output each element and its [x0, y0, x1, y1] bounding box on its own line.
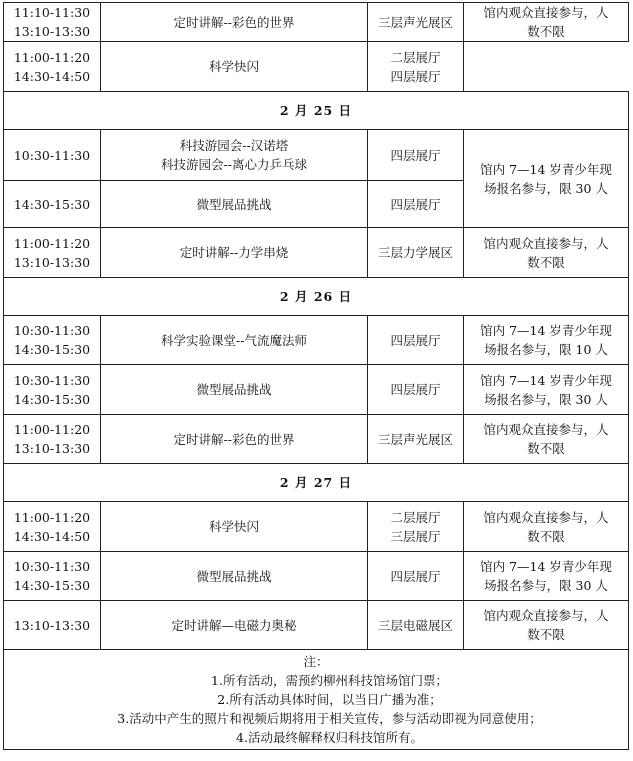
time-slot: 14:30-15:30: [13, 196, 91, 212]
date-heading: 2 月 27 日: [4, 464, 629, 502]
activity-name: 科技游园会--汉诺塔: [179, 138, 289, 153]
activity-name: 微型展品挑战: [196, 196, 272, 212]
participation-text: 场报名参与，限 10 人: [484, 342, 608, 357]
participation-text: 馆内 7—14 岁青少年现: [480, 323, 612, 338]
activity-cell: [101, 552, 368, 601]
notes-cell: [4, 650, 629, 750]
venue-cell: [368, 181, 464, 228]
time-slot: 11:00-11:20: [13, 509, 91, 525]
venue-cell: [368, 3, 464, 42]
activity-name: 定时讲解—电磁力奥秘: [171, 617, 297, 633]
time-slot: 10:30-11:30: [13, 323, 91, 338]
time-slot: 10:30-11:30: [13, 559, 91, 574]
table-row: [4, 228, 629, 278]
time-slot: 13:10-13:30: [13, 441, 91, 456]
activity-name: 科学快闪: [208, 519, 259, 534]
time-slot: 14:30-15:30: [13, 342, 91, 357]
venue-cell: [368, 228, 464, 278]
participation-cell: [464, 365, 629, 415]
venue-cell: [368, 601, 464, 650]
participation-cell: [464, 3, 629, 42]
participation-text: 馆内观众直接参与，人: [483, 608, 609, 623]
participation-text: 馆内观众直接参与，人: [483, 422, 609, 437]
participation-cell: [464, 601, 629, 650]
activity-cell: [101, 502, 368, 552]
table-row: [4, 415, 629, 464]
table-row: [4, 502, 629, 552]
venue-cell: [368, 415, 464, 464]
time-slot: 11:00-11:20: [13, 235, 91, 251]
schedule-body: [4, 3, 629, 750]
participation-text: 数不限: [527, 24, 565, 39]
participation-cell: [464, 552, 629, 601]
time-cell: [4, 228, 101, 278]
notes-row: [4, 650, 629, 750]
participation-cell: [464, 502, 629, 552]
time-cell: [4, 181, 101, 228]
time-cell: [4, 502, 101, 552]
schedule-table: [3, 2, 629, 750]
participation-cell: [464, 130, 629, 228]
time-slot: 11:00-11:20: [13, 49, 91, 65]
venue-name: 四层展厅: [390, 382, 441, 397]
activity-name: 定时讲解--彩色的世界: [173, 431, 295, 447]
venue-name: 四层展厅: [390, 147, 441, 163]
activity-cell: [101, 316, 368, 365]
participation-text: 馆内 7—14 岁青少年现: [480, 161, 612, 177]
venue-cell: [368, 552, 464, 601]
activity-name: 定时讲解--彩色的世界: [173, 14, 295, 30]
participation-text: 馆内观众直接参与，人: [483, 509, 609, 525]
time-slot: 13:10-13:30: [13, 617, 91, 633]
venue-name: 四层展厅: [390, 68, 441, 84]
activity-cell: [101, 130, 368, 181]
activity-cell: [101, 601, 368, 650]
time-cell: [4, 42, 101, 92]
date-row: [4, 464, 629, 502]
venue-name: 四层展厅: [390, 568, 441, 584]
table-row: [4, 316, 629, 365]
activity-cell: [101, 228, 368, 278]
activity-name: 科技游园会--离心力乒乓球: [161, 157, 307, 172]
notes-label: 注：: [303, 654, 329, 669]
note-item: 1.所有活动，需预约柳州科技馆场馆门票；: [211, 673, 448, 688]
participation-text: 馆内 7—14 岁青少年现: [480, 372, 612, 388]
time-slot: 10:30-11:30: [13, 147, 91, 163]
date-row: [4, 278, 629, 316]
time-slot: 11:00-11:20: [13, 422, 91, 437]
participation-text: 场报名参与，限 30 人: [484, 578, 608, 593]
activity-cell: [101, 181, 368, 228]
venue-name: 三层电磁展区: [377, 617, 453, 633]
participation-cell: [464, 415, 629, 464]
time-cell: [4, 552, 101, 601]
table-row: [4, 3, 629, 42]
table-row: [4, 130, 629, 181]
participation-cell: [464, 228, 629, 278]
venue-cell: [368, 502, 464, 552]
venue-name: 二层展厅: [390, 509, 441, 525]
participation-text: 馆内 7—14 岁青少年现: [480, 559, 612, 574]
time-slot: 14:30-14:50: [13, 528, 91, 544]
time-cell: [4, 3, 101, 42]
time-cell: [4, 601, 101, 650]
date-heading: 2 月 26 日: [4, 278, 629, 316]
venue-cell: [368, 42, 464, 92]
participation-text: 数不限: [527, 441, 565, 456]
time-slot: 10:30-11:30: [13, 372, 91, 388]
time-cell: [4, 316, 101, 365]
activity-cell: [101, 42, 368, 92]
venue-cell: [368, 365, 464, 415]
table-row: [4, 552, 629, 601]
venue-name: 三层声光展区: [377, 431, 453, 447]
participation-cell: [464, 316, 629, 365]
participation-text: 馆内观众直接参与，人: [483, 5, 609, 20]
activity-cell: [101, 415, 368, 464]
venue-name: 三层力学展区: [377, 245, 453, 260]
activity-name: 科学快闪: [208, 59, 259, 74]
table-row: [4, 365, 629, 415]
time-cell: [4, 415, 101, 464]
note-item: 3.活动中产生的照片和视频后期将用于相关宣传，参与活动即视为同意使用；: [117, 711, 542, 726]
time-cell: [4, 365, 101, 415]
venue-cell: [368, 316, 464, 365]
venue-name: 四层展厅: [390, 332, 441, 348]
time-cell: [4, 130, 101, 181]
time-slot: 13:10-13:30: [13, 24, 91, 39]
date-heading: 2 月 25 日: [4, 92, 629, 130]
activity-name: 微型展品挑战: [196, 568, 272, 584]
time-slot: 14:30-15:30: [13, 578, 91, 593]
venue-name: 四层展厅: [390, 196, 441, 212]
participation-text: 数不限: [527, 528, 565, 544]
venue-cell: [368, 130, 464, 181]
activity-cell: [101, 365, 368, 415]
date-row: [4, 92, 629, 130]
venue-name: 三层声光展区: [377, 14, 453, 30]
time-slot: 13:10-13:30: [13, 254, 91, 270]
activity-name: 科学实验课堂--气流魔法师: [161, 332, 307, 348]
activity-cell: [101, 3, 368, 42]
participation-text: 数不限: [527, 627, 565, 642]
participation-text: 馆内观众直接参与，人: [483, 235, 609, 251]
time-slot: 14:30-14:50: [13, 68, 91, 84]
note-item: 4.活动最终解释权归科技馆所有。: [236, 730, 423, 745]
venue-name: 三层展厅: [390, 528, 441, 544]
table-row: [4, 601, 629, 650]
participation-text: 数不限: [527, 254, 565, 270]
time-slot: 14:30-15:30: [13, 391, 91, 407]
activity-name: 微型展品挑战: [196, 382, 272, 397]
participation-text: 场报名参与，限 30 人: [484, 391, 608, 407]
time-slot: 11:10-11:30: [13, 5, 91, 20]
table-row: [4, 42, 629, 92]
participation-text: 场报名参与，限 30 人: [484, 180, 608, 196]
note-item: 2.所有活动具体时间，以当日广播为准；: [217, 692, 442, 707]
venue-name: 二层展厅: [390, 49, 441, 65]
activity-name: 定时讲解--力学串烧: [179, 245, 289, 260]
